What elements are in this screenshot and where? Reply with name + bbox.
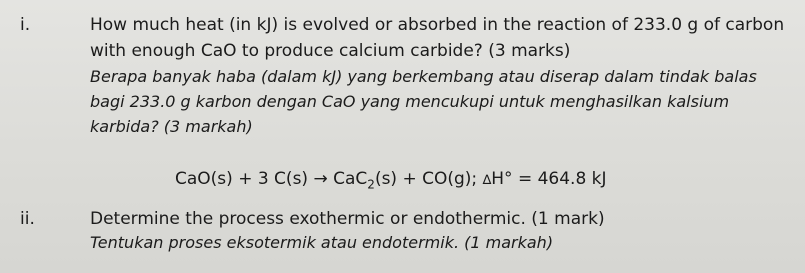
question-number-1: i. xyxy=(20,15,31,35)
question-1-malay-line-2: bagi 233.0 g karbon dengan CaO yang mencukupi untuk menghasilkan kalsium xyxy=(90,92,730,111)
equation-product-subscript: 2 xyxy=(367,177,375,192)
question-2-english: Determine the process exothermic or endothermic. (1 mark) xyxy=(90,209,605,229)
equation-product-cac: CaC xyxy=(333,169,368,189)
enthalpy-value: H° = 464.8 kJ xyxy=(491,169,607,189)
equation-product-rest: (s) + CO(g); xyxy=(374,169,483,189)
chemical-equation xyxy=(175,168,607,192)
question-1-english-line-2: with enough CaO to produce calcium carbide? (3 marks) xyxy=(90,41,571,61)
question-number-2: ii. xyxy=(20,209,35,229)
reaction-arrow: → xyxy=(313,169,328,189)
equation-reactants: CaO(s) + 3 C(s) xyxy=(175,169,309,189)
question-1-malay-line-3: karbida? (3 markah) xyxy=(90,117,253,136)
delta-symbol: ∆ xyxy=(482,173,492,188)
question-2-malay: Tentukan proses eksotermik atau endotermik. (1 markah) xyxy=(90,233,554,252)
question-1-english-line-1: How much heat (in kJ) is evolved or absorbed in the reaction of 233.0 g of carbon xyxy=(90,15,785,35)
question-1-malay-line-1: Berapa banyak haba (dalam kJ) yang berkembang atau diserap dalam tindak balas xyxy=(90,67,757,86)
